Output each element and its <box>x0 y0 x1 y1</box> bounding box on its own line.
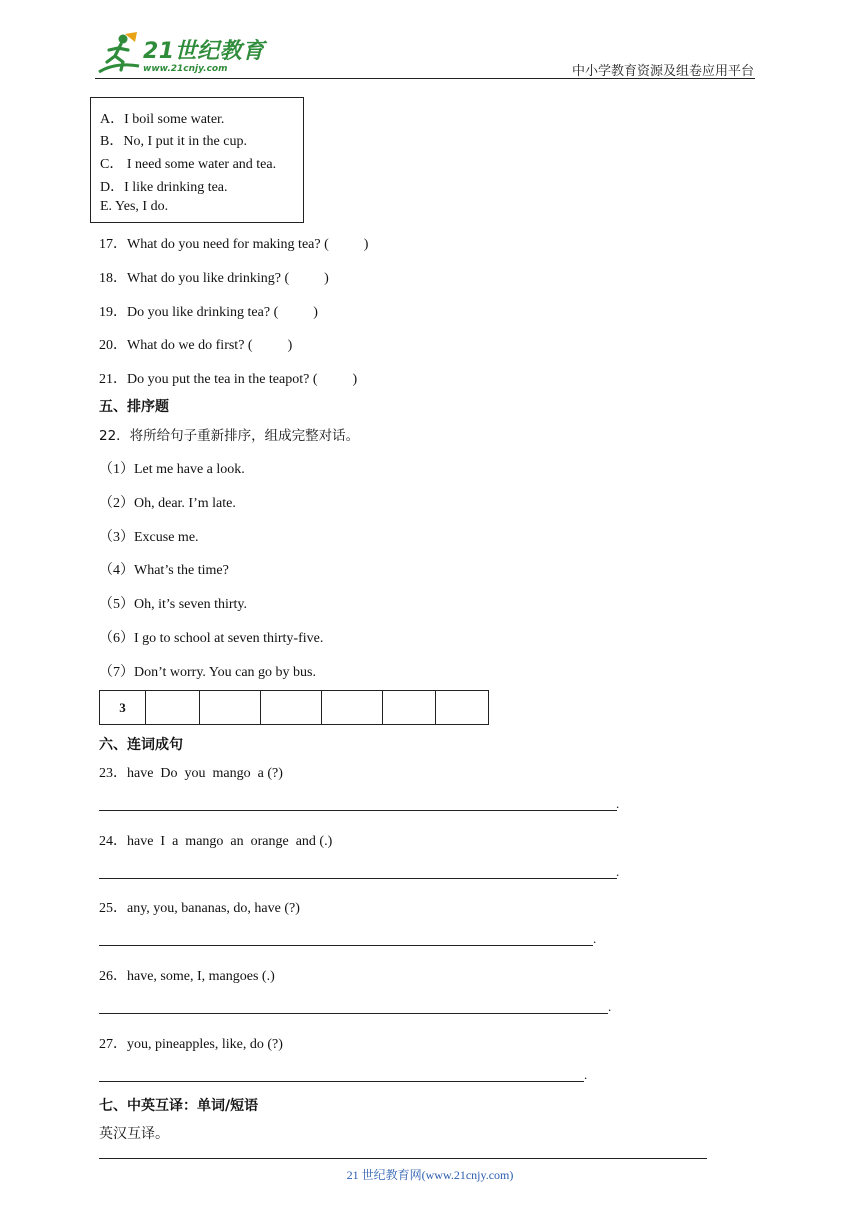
order-cell-7[interactable] <box>436 691 489 725</box>
logo-url: www.21cnjy.com <box>143 64 228 74</box>
answer-end-26: . <box>608 999 612 1014</box>
order-cell-3[interactable] <box>200 691 261 725</box>
answer-end-24: . <box>616 864 620 879</box>
section-7-title: 七、中英互译：单词/短语 <box>99 1098 259 1114</box>
order-answer-table <box>99 690 489 725</box>
question-18: 18．What do you like drinking? ( ) <box>99 271 329 286</box>
sentence-4: （4）What’s the time? <box>99 563 229 578</box>
question-27: 27．you, pineapples, like, do (?) <box>99 1037 283 1052</box>
sentence-2: （2）Oh, dear. I’m late. <box>99 496 236 511</box>
options-box <box>90 97 304 223</box>
answer-line-26[interactable] <box>99 1013 608 1014</box>
order-cell-2[interactable] <box>146 691 200 725</box>
site-logo <box>95 32 265 80</box>
option-c: C． I need some water and tea. <box>100 157 277 172</box>
answer-end-27: . <box>584 1067 588 1082</box>
section-5-title: 五、排序题 <box>99 399 169 415</box>
question-26: 26．have, some, I, mangoes (.) <box>99 969 275 984</box>
sentence-7: （7）Don’t worry. You can go by bus. <box>99 665 316 680</box>
footer-divider <box>99 1158 707 1159</box>
sentence-3: （3）Excuse me. <box>99 530 199 545</box>
order-cell-5[interactable] <box>322 691 383 725</box>
question-19: 19．Do you like drinking tea? ( ) <box>99 305 318 320</box>
answer-end-25: . <box>593 931 597 946</box>
section-7-instruction: 英汉互译。 <box>99 1126 169 1142</box>
question-17: 17．What do you need for making tea? ( ) <box>99 237 369 252</box>
sentence-6: （6）I go to school at seven thirty-five. <box>99 631 324 646</box>
sentence-1: （1）Let me have a look. <box>99 462 245 477</box>
sentence-5: （5）Oh, it’s seven thirty. <box>99 597 248 612</box>
runner-icon <box>95 32 141 78</box>
question-25: 25．any, you, bananas, do, have (?) <box>99 901 300 916</box>
header-divider <box>95 78 755 79</box>
option-b: B．No, I put it in the cup. <box>100 134 247 149</box>
header-platform-title: 中小学教育资源及组卷应用平台 <box>571 64 754 79</box>
order-cell-1[interactable]: 3 <box>100 691 146 725</box>
option-d: D．I like drinking tea. <box>100 180 228 195</box>
question-23: 23．have Do you mango a (?) <box>99 766 283 781</box>
question-22: 22．将所给句子重新排序，组成完整对话。 <box>99 428 360 444</box>
answer-line-23[interactable] <box>99 810 617 811</box>
option-a: A．I boil some water. <box>100 112 225 127</box>
section-6-title: 六、连词成句 <box>99 737 183 753</box>
answer-line-27[interactable] <box>99 1081 584 1082</box>
logo-text: 21世纪教育 <box>143 39 265 64</box>
order-cell-6[interactable] <box>383 691 436 725</box>
footer-text: 21 世纪教育网(www.21cnjy.com) <box>346 1168 514 1182</box>
answer-end-23: . <box>616 796 620 811</box>
option-e: E. Yes, I do. <box>100 199 169 214</box>
question-20: 20．What do we do first? ( ) <box>99 338 293 353</box>
order-cell-4[interactable] <box>261 691 322 725</box>
answer-line-24[interactable] <box>99 878 617 879</box>
question-21: 21．Do you put the tea in the teapot? ( ) <box>99 372 358 387</box>
question-24: 24．have I a mango an orange and (.) <box>99 834 333 849</box>
answer-line-25[interactable] <box>99 945 593 946</box>
